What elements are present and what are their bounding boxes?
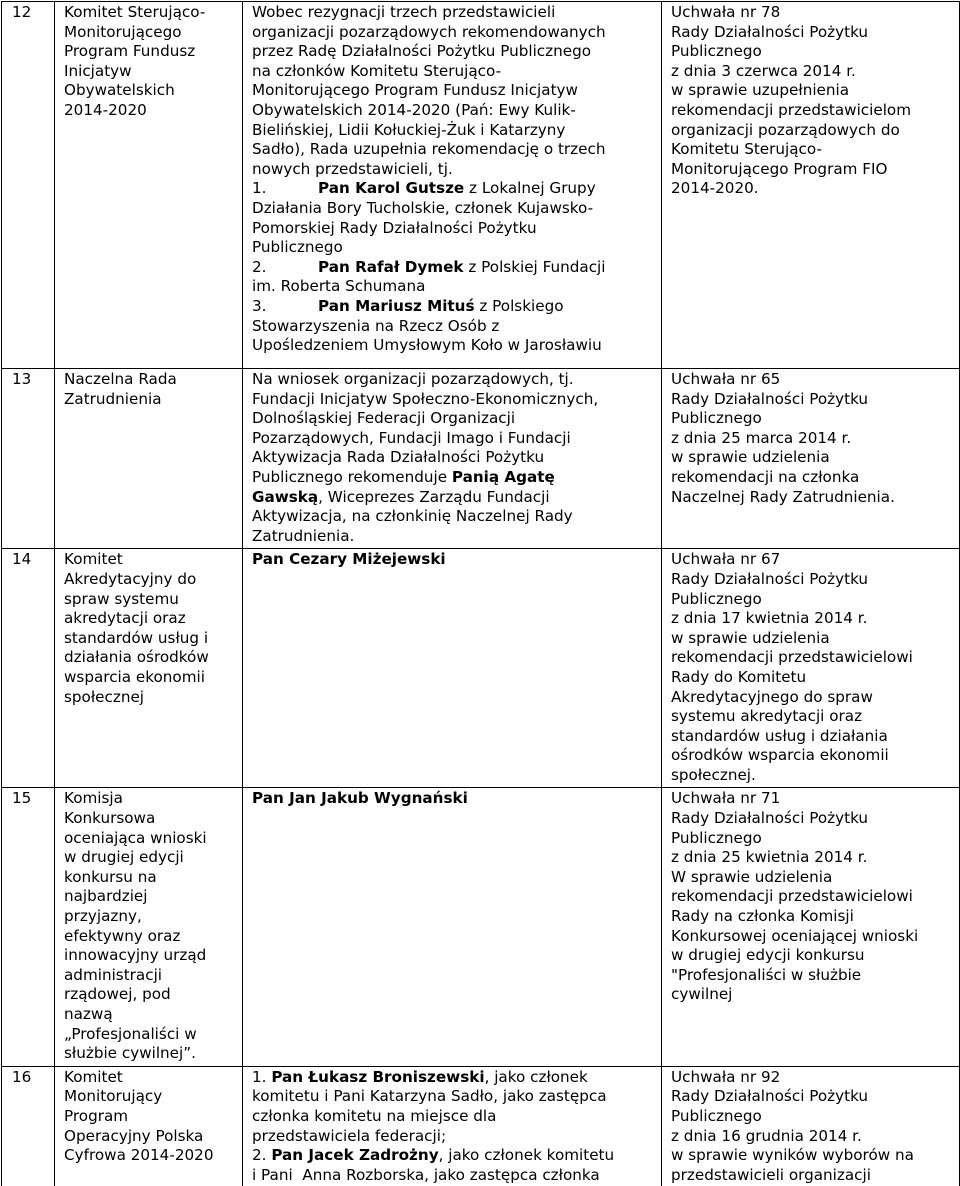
text-line: rekomendacji przedstawicielowi <box>671 887 913 906</box>
text-line: Akredytacyjny do <box>64 569 197 588</box>
person-name: Pan Jacek Zadrożny <box>271 1146 439 1165</box>
text-line: 1. <box>252 179 267 198</box>
text-line: Uchwała nr 67 <box>671 550 781 569</box>
text-line: akredytacji oraz <box>64 609 186 628</box>
text-line: 13 <box>12 370 32 388</box>
text-line: Rady Działalności Pożytku <box>671 1087 869 1106</box>
text-line: z Polskiego <box>474 296 564 315</box>
text-line: wsparcia ekonomii <box>64 667 205 686</box>
text-line: nowych przedstawicieli, tj. <box>252 159 453 178</box>
text-line: rządowej, pod <box>64 985 171 1004</box>
text-line: 2014-2020. <box>671 179 759 198</box>
text-line: Bielińskiej, Lidii Kołuckiej-Żuk i Katarzyny <box>252 120 566 139</box>
text-line: 2. <box>252 1146 272 1165</box>
text-line: w drugiej edycji <box>64 848 184 867</box>
text-line: 3. <box>252 296 267 315</box>
text-line: komitetu i Pani Katarzyna Sadło, jako zastępca <box>252 1087 607 1106</box>
text-line: , jako członek komitetu <box>438 1146 615 1165</box>
table-row <box>2 788 960 1066</box>
text-line: Sadło), Rada uzupełnia rekomendację o trzech <box>252 140 606 159</box>
text-line: z dnia 17 kwietnia 2014 r. <box>671 609 868 628</box>
text-line: administracji <box>64 965 163 984</box>
text-line: Pozarządowych, Fundacji Imago i Fundacji <box>252 428 571 447</box>
text-line: Publicznego rekomenduje <box>252 467 452 486</box>
person-name: Pan Mariusz Mituś <box>318 296 475 315</box>
resolution-cell <box>662 788 960 1066</box>
recommended-item-2 <box>252 258 657 278</box>
row-number <box>2 369 55 549</box>
row-number <box>2 2 55 369</box>
description-cell <box>243 369 662 549</box>
text-line: 2014-2020 <box>64 100 147 119</box>
text-line: organizacji pozarządowych do <box>671 120 900 139</box>
text-line: Rady Działalności Pożytku <box>671 389 869 408</box>
text-line: Rady na członka Komisji <box>671 907 854 926</box>
text-line: standardów usług i <box>64 628 209 647</box>
text-line: 2. <box>252 257 267 276</box>
text-line: nazwą <box>64 1005 113 1023</box>
text-line: na członków Komitetu Sterująco- <box>252 61 502 80</box>
person-name: Pan Rafał Dymek <box>318 257 464 276</box>
text-line: Uchwała nr 65 <box>671 370 781 388</box>
text-line: Operacyjny Polska <box>64 1126 204 1145</box>
text-line: działania ośrodków <box>64 648 209 667</box>
text-line: Fundacji Inicjatyw Społeczno-Ekonomicznych, <box>252 389 599 408</box>
body-name-cell <box>55 1066 243 1186</box>
body-name-cell <box>55 788 243 1066</box>
person-name: Pan Łukasz Broniszewski <box>271 1067 485 1086</box>
text-line: rekomendacji na członka <box>671 467 860 486</box>
text-line: przez Radę Działalności Pożytku Publicznego <box>252 42 592 61</box>
text-line: oceniająca wnioski <box>64 828 207 847</box>
text-line: służbie cywilnej”. <box>64 1044 196 1063</box>
text-line: 12 <box>12 3 32 21</box>
text-line: W sprawie udzielenia <box>671 867 833 886</box>
text-line: Stowarzyszenia na Rzecz Osób z <box>252 316 500 335</box>
text-line: 14 <box>12 550 32 569</box>
text-line: Rady Działalności Pożytku <box>671 22 869 41</box>
text-line: z Lokalnej Grupy <box>464 179 596 198</box>
description-cell <box>243 1066 662 1186</box>
text-line: Uchwała nr 78 <box>671 3 781 21</box>
text-line: członka komitetu na miejsce dla <box>252 1106 497 1125</box>
text-line: w sprawie udzielenia <box>671 448 830 467</box>
text-line: Publicznego <box>252 238 343 257</box>
resolution-cell <box>662 2 960 369</box>
recommendations-table <box>1 1 960 1186</box>
text-line: Monitorującego <box>64 22 182 41</box>
text-line: Konkursowa <box>64 809 156 828</box>
text-line: Naczelnej Rady Zatrudnienia. <box>671 487 895 506</box>
text-line: Obywatelskich <box>64 81 175 100</box>
text-line: przyjazny, <box>64 907 142 926</box>
text-line: Monitorujący <box>64 1087 163 1106</box>
text-line: Upośledzeniem Umysłowym Koło w Jarosławiu <box>252 336 602 355</box>
text-line: z Polskiej Fundacji <box>463 257 606 276</box>
text-line: standardów usług i działania <box>671 726 888 745</box>
recommended-item-1 <box>252 179 657 199</box>
text-line: Zatrudnienia <box>64 389 162 408</box>
text-line: Działania Bory Tucholskie, członek Kujawsko- <box>252 198 594 217</box>
text-line: Dolnośląskiej Federacji Organizacji <box>252 409 516 428</box>
text-line: 15 <box>12 789 32 808</box>
text-line: Naczelna Rada <box>64 370 177 388</box>
text-line: Zatrudnienia. <box>252 526 355 545</box>
text-line: Uchwała nr 71 <box>671 789 781 808</box>
row-number <box>2 1066 55 1186</box>
resolution-cell <box>662 1066 960 1186</box>
text-line: im. Roberta Schumana <box>252 277 426 296</box>
text-line: w sprawie wyników wyborów na <box>671 1146 914 1165</box>
text-line: Rady Działalności Pożytku <box>671 569 869 588</box>
text-line: Komitetu Sterująco- <box>671 140 822 159</box>
text-line: 1. <box>252 1067 272 1086</box>
text-line: innowacyjny urząd <box>64 946 207 965</box>
text-line: Publicznego <box>671 42 762 61</box>
text-line: w sprawie uzupełnienia <box>671 81 850 100</box>
text-line: Publicznego <box>671 828 762 847</box>
text-line: Inicjatyw <box>64 61 132 80</box>
text-line: Uchwała nr 92 <box>671 1067 781 1086</box>
resolution-cell <box>662 369 960 549</box>
text-line: Komitet <box>64 550 123 569</box>
table-row <box>2 549 960 788</box>
text-line <box>252 468 657 488</box>
text-line: Monitorującego Program Fundusz Inicjatyw <box>252 81 578 100</box>
text-line: spraw systemu <box>64 589 179 608</box>
text-line: Rady Działalności Pożytku <box>671 809 869 828</box>
body-name-cell <box>55 549 243 788</box>
text-line: 16 <box>12 1067 32 1086</box>
text-line: Komitet <box>64 1067 123 1086</box>
person-name: Pan Cezary Miżejewski <box>252 550 446 569</box>
text-line: z dnia 16 grudnia 2014 r. <box>671 1126 862 1145</box>
text-line: Cyfrowa 2014-2020 <box>64 1146 214 1165</box>
text-line: Publicznego <box>671 409 762 428</box>
text-line: z dnia 25 marca 2014 r. <box>671 428 852 447</box>
text-line: z dnia 25 kwietnia 2014 r. <box>671 848 868 867</box>
text-line: ośrodków wsparcia ekonomii <box>671 746 889 765</box>
description-cell <box>243 2 662 369</box>
person-name: Gawską <box>252 487 319 506</box>
text-line: „Profesjonaliści w <box>64 1024 197 1043</box>
text-line: Program <box>64 1106 129 1125</box>
text-line: , jako członek <box>484 1067 588 1086</box>
text-line: rekomendacji przedstawicielom <box>671 100 912 119</box>
text-line: Aktywizacja, na członkinię Naczelnej Rady <box>252 507 573 526</box>
text-line: Pomorskiej Rady Działalności Pożytku <box>252 218 537 237</box>
text-line: cywilnej <box>671 985 733 1004</box>
text-line: przedstawicieli organizacji <box>671 1165 871 1184</box>
text-line: Komisja <box>64 789 123 808</box>
text-line: Aktywizacja Rada Działalności Pożytku <box>252 448 545 467</box>
table-row <box>2 2 960 369</box>
text-line: społecznej. <box>671 765 756 784</box>
table-row <box>2 1066 960 1186</box>
text-line: i Pani Anna Rozborska, jako zastępca członka <box>252 1165 600 1184</box>
text-line: organizacji pozarządowych rekomendowanych <box>252 22 606 41</box>
text-line: , Wiceprezes Zarządu Fundacji <box>318 487 550 506</box>
text-line: społecznej <box>64 687 145 706</box>
body-name-cell <box>55 369 243 549</box>
text-line: Rady do Komitetu <box>671 667 807 686</box>
person-name: Panią Agatę <box>451 467 555 486</box>
text-line: Wobec rezygnacji trzech przedstawicieli <box>252 3 556 21</box>
text-line: Akredytacyjnego do spraw <box>671 687 873 706</box>
description-cell <box>243 549 662 788</box>
text-line: Na wniosek organizacji pozarządowych, tj. <box>252 370 574 388</box>
text-line: z dnia 3 czerwca 2014 r. <box>671 61 856 80</box>
text-line: efektywny oraz <box>64 926 181 945</box>
text-line: konkursu na <box>64 867 157 886</box>
row-number <box>2 549 55 788</box>
text-line: rekomendacji przedstawicielowi <box>671 648 913 667</box>
text-line: przedstawiciela federacji; <box>252 1126 447 1145</box>
text-line: Komitet Sterująco- <box>64 3 206 21</box>
text-line <box>252 488 657 508</box>
recommended-item-1 <box>252 1068 657 1088</box>
text-line: Obywatelskich 2014-2020 (Pań: Ewy Kulik- <box>252 100 576 119</box>
row-number <box>2 788 55 1066</box>
text-line: najbardziej <box>64 887 148 906</box>
text-line: Konkursowej oceniającej wnioski <box>671 926 919 945</box>
text-line: w sprawie udzielenia <box>671 628 830 647</box>
text-line: Publicznego <box>671 1106 762 1125</box>
text-line: Publicznego <box>671 589 762 608</box>
body-name-cell <box>55 2 243 369</box>
text-line: "Profesjonaliści w służbie <box>671 965 862 984</box>
table-row <box>2 369 960 549</box>
person-name: Pan Jan Jakub Wygnański <box>252 789 468 808</box>
person-name: Pan Karol Gutsze <box>318 179 465 198</box>
recommended-item-2 <box>252 1146 657 1166</box>
text-line: w drugiej edycji konkursu <box>671 946 865 965</box>
recommended-item-3 <box>252 297 657 317</box>
text-line: systemu akredytacji oraz <box>671 707 863 726</box>
text-line: Program Fundusz <box>64 42 196 61</box>
description-cell <box>243 788 662 1066</box>
text-line: Monitorującego Program FIO <box>671 159 888 178</box>
resolution-cell <box>662 549 960 788</box>
